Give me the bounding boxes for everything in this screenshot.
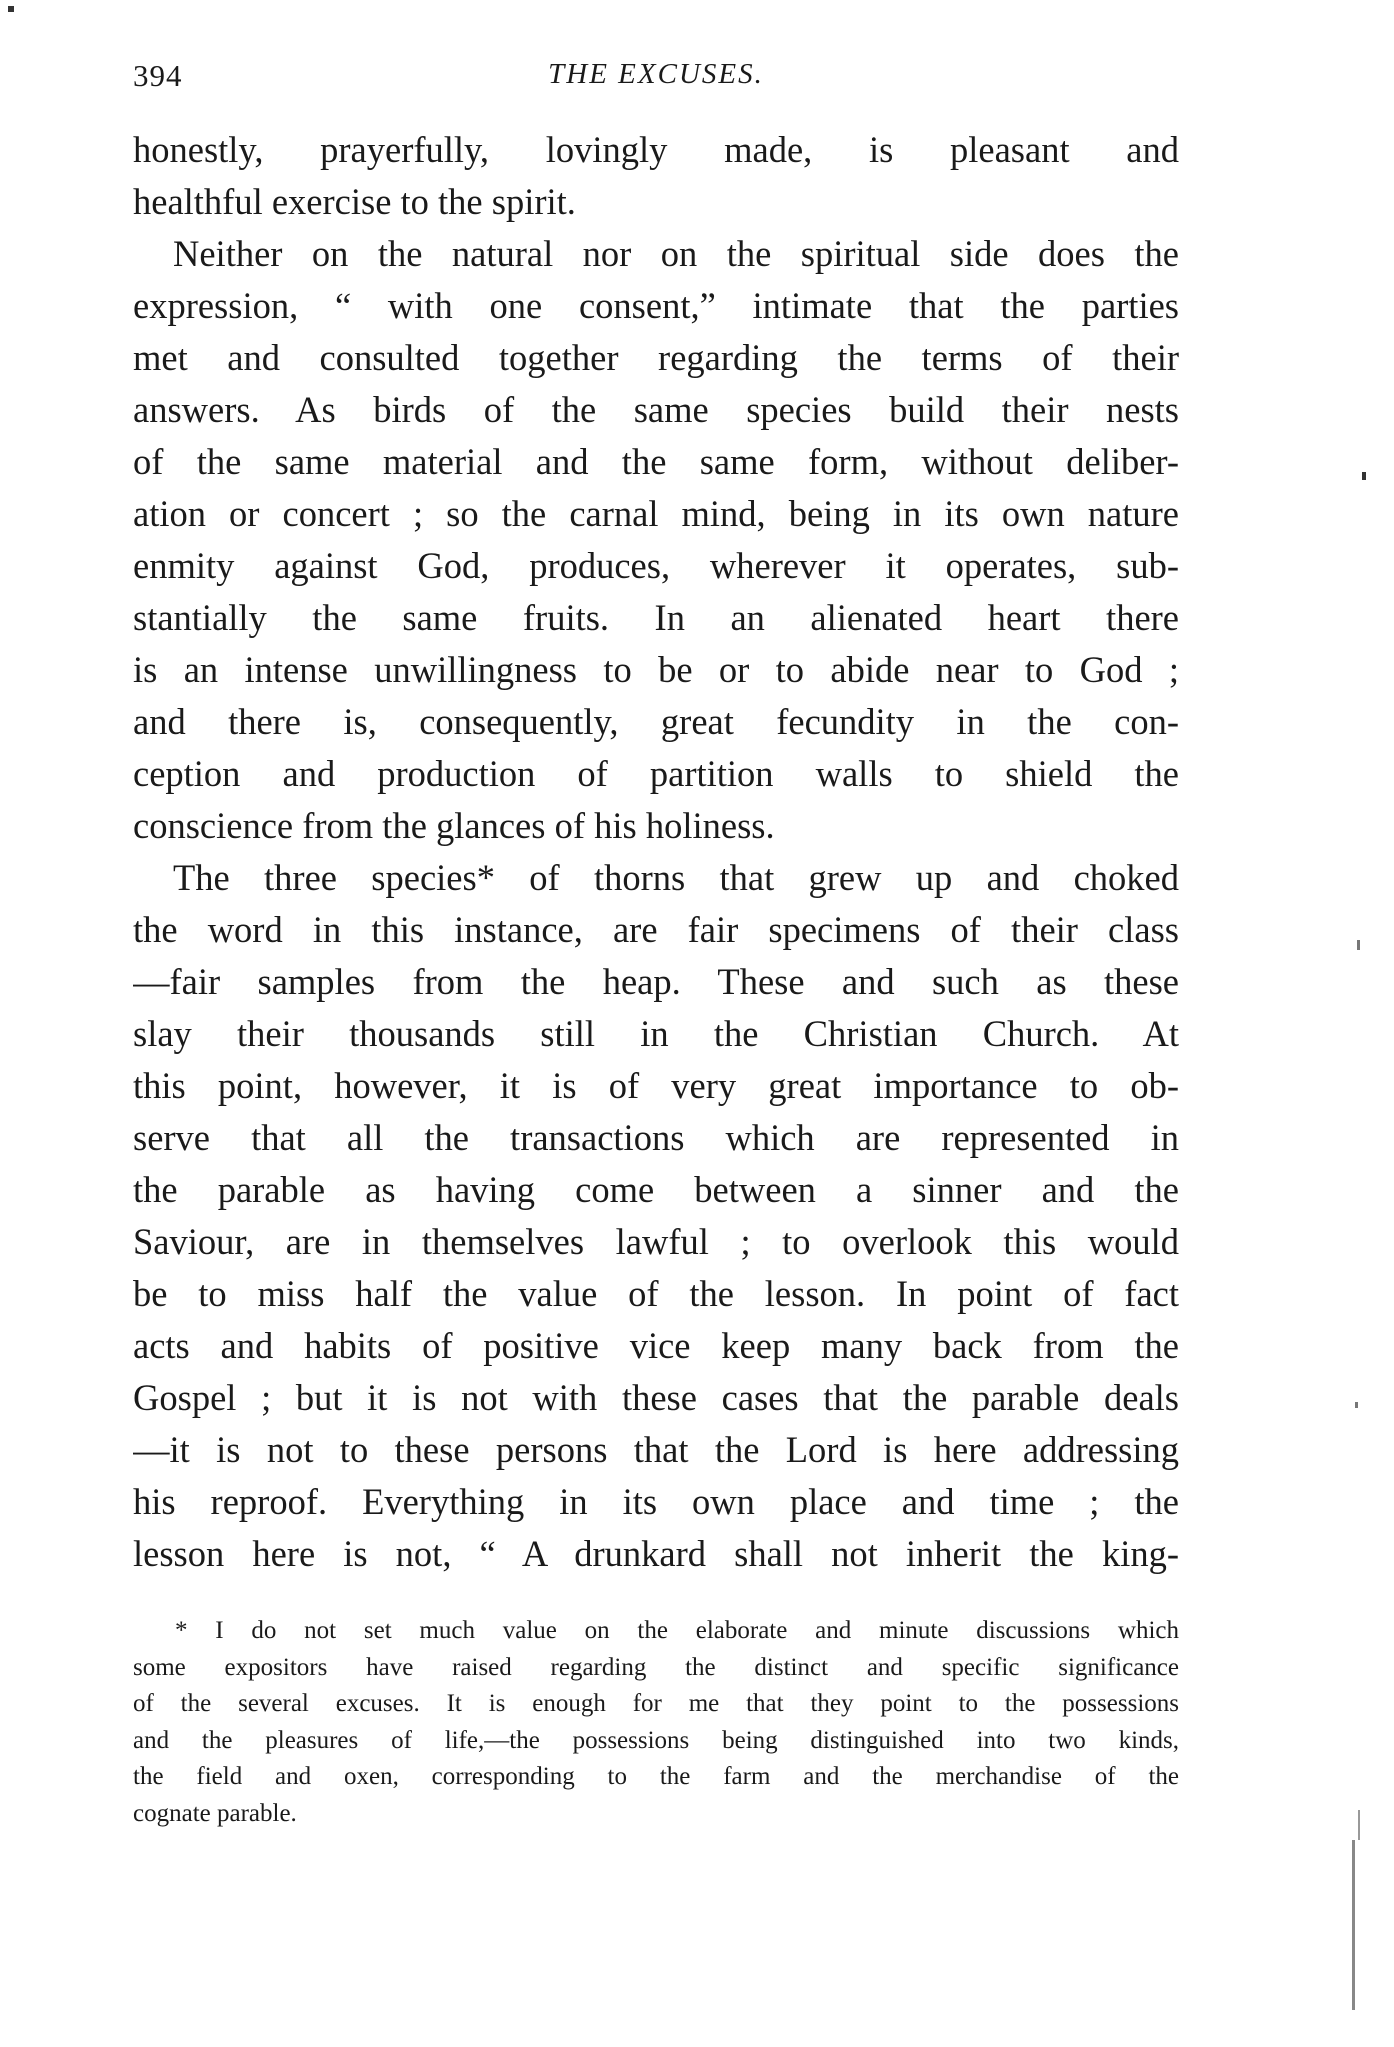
text-line: ation or concert ; so the carnal mind, being in its own nature — [133, 493, 1179, 534]
footnote-line: of the several excuses. It is enough for me that they point to the possessions — [133, 1690, 1179, 1717]
text-line: expression, “ with one consent,” intimate that the parties — [133, 285, 1179, 326]
footnote — [133, 1613, 1179, 1832]
text-line: be to miss half the value of the lesson. In point of fact — [133, 1273, 1179, 1314]
scan-edge-mark — [1352, 1840, 1355, 2010]
scan-edge-mark — [1358, 1810, 1360, 1840]
footnote-line: and the pleasures of life,—the possessions being distinguished into two kinds, — [133, 1726, 1179, 1754]
text-line: ception and production of partition walls to shield the — [133, 753, 1179, 794]
text-line: of the same material and the same form, without deliber- — [133, 441, 1179, 482]
page-header — [133, 58, 1179, 98]
text-line: his reproof. Everything in its own place and time ; the — [133, 1481, 1179, 1522]
text-line: answers. As birds of the same species build their nests — [133, 389, 1179, 430]
text-line: Gospel ; but it is not with these cases that the parable deals — [133, 1377, 1179, 1418]
text-line: and there is, consequently, great fecundity in the con- — [133, 701, 1179, 742]
scan-speck — [1355, 1402, 1358, 1408]
scan-speck — [8, 6, 14, 12]
page-number: 394 — [133, 58, 183, 93]
text-line: is an intense unwillingness to be or to abide near to God ; — [133, 649, 1179, 690]
text-line: The three species* of thorns that grew up and choked — [173, 857, 1179, 898]
text-line: met and consulted together regarding the terms of their — [133, 337, 1179, 378]
scan-speck — [1362, 472, 1366, 480]
text-line: serve that all the transactions which are represented in — [133, 1117, 1179, 1158]
text-line: honestly, prayerfully, lovingly made, is pleasant and — [133, 129, 1179, 170]
text-line: enmity against God, produces, wherever it operates, sub- — [133, 545, 1179, 586]
footnote-line: the field and oxen, corresponding to the farm and the merchandise of the — [133, 1763, 1179, 1790]
text-line: acts and habits of positive vice keep many back from the — [133, 1325, 1179, 1366]
running-title: THE EXCUSES. — [548, 58, 764, 90]
text-line: —it is not to these persons that the Lord is here addressing — [133, 1429, 1179, 1470]
text-line: lesson here is not, “ A drunkard shall not inherit the king- — [133, 1533, 1179, 1574]
text-line: Neither on the natural nor on the spiritual side does the — [173, 233, 1179, 274]
footnote-line: some expositors have raised regarding the distinct and specific significance — [133, 1653, 1179, 1681]
scan-speck — [1357, 940, 1360, 950]
text-line: this point, however, it is of very great importance to ob- — [133, 1065, 1179, 1106]
text-line: healthful exercise to the spirit. — [133, 181, 576, 222]
body-text — [133, 124, 1179, 1580]
text-line: conscience from the glances of his holiness. — [133, 805, 775, 846]
footnote-line: * I do not set much value on the elaborate and minute discussions which — [175, 1617, 1179, 1644]
text-line: Saviour, are in themselves lawful ; to overlook this would — [133, 1221, 1179, 1262]
text-line: the word in this instance, are fair specimens of their class — [133, 909, 1179, 950]
text-line: slay their thousands still in the Christian Church. At — [133, 1013, 1179, 1054]
text-line: —fair samples from the heap. These and such as these — [133, 961, 1179, 1002]
text-line: the parable as having come between a sinner and the — [133, 1169, 1179, 1210]
text-line: stantially the same fruits. In an alienated heart there — [133, 597, 1179, 638]
footnote-line: cognate parable. — [133, 1799, 297, 1827]
